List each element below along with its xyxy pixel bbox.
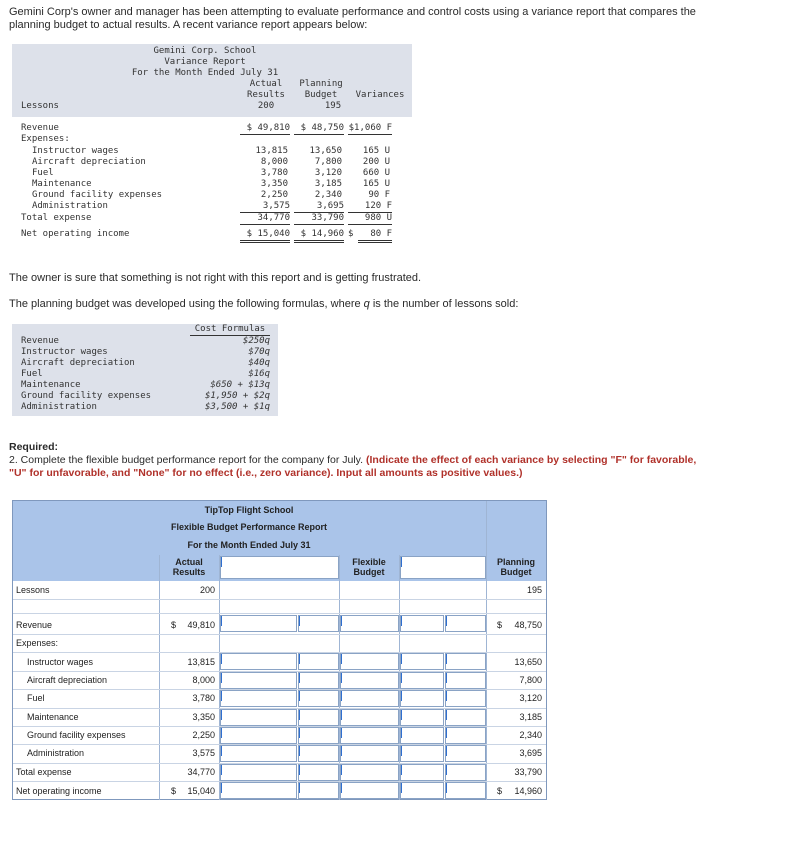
revenue-input-3[interactable] bbox=[340, 615, 399, 632]
revenue-row-actual-sign: $ bbox=[171, 620, 177, 630]
net-income-input[interactable] bbox=[298, 782, 339, 799]
expense-input[interactable] bbox=[400, 727, 444, 744]
total-expense-input[interactable] bbox=[445, 764, 486, 781]
formula-intro bbox=[9, 298, 518, 310]
grid-line bbox=[13, 634, 546, 635]
net-income-input[interactable] bbox=[445, 782, 486, 799]
expense-input[interactable] bbox=[340, 690, 399, 707]
expense-input[interactable] bbox=[400, 745, 444, 762]
formula-value: $3,500 + $1q bbox=[204, 402, 270, 412]
col-variances: Variances bbox=[355, 90, 405, 100]
header-select-2[interactable] bbox=[400, 556, 486, 579]
item-planning: 13,650 bbox=[309, 146, 342, 156]
expense-input[interactable] bbox=[445, 709, 486, 726]
net-income-label: Net operating income bbox=[21, 229, 130, 239]
col-actual-results bbox=[159, 557, 219, 577]
item-label: Aircraft depreciation bbox=[32, 157, 146, 167]
formula-label: Fuel bbox=[21, 369, 43, 379]
formula-label: Administration bbox=[21, 402, 97, 412]
owner-note: The owner is sure that something is not right with this report and is getting frustrated. bbox=[9, 272, 422, 284]
expense-row-planning: 3,120 bbox=[519, 693, 542, 703]
required-block bbox=[9, 441, 709, 480]
expense-input[interactable] bbox=[298, 653, 339, 670]
revenue-actual: $ 49,810 bbox=[240, 123, 290, 135]
expense-row-planning: 3,185 bbox=[519, 712, 542, 722]
net-income-variance-sign: $ bbox=[348, 229, 354, 239]
expense-input[interactable] bbox=[445, 727, 486, 744]
net-income-input[interactable] bbox=[400, 782, 444, 799]
item-actual: 3,575 bbox=[240, 201, 290, 213]
total-expense-row-label: Total expense bbox=[16, 767, 72, 777]
formula-label: Instructor wages bbox=[21, 347, 108, 357]
col-flexible-budget-1: Flexible bbox=[352, 557, 386, 567]
net-income-planning: $ 14,960 bbox=[294, 229, 344, 243]
expense-input[interactable] bbox=[298, 672, 339, 689]
item-label: Instructor wages bbox=[32, 146, 119, 156]
expense-input[interactable] bbox=[298, 727, 339, 744]
formula-value: $650 + $13q bbox=[210, 380, 270, 390]
col-planning-1: Planning bbox=[299, 79, 343, 89]
formula-label: Revenue bbox=[21, 336, 59, 346]
required-instruction: (Indicate the effect of each variance by selecting "F" for favorable, "U" for unfavorable, and "None" for no effect (i.e., zero variance). Input all amounts as positive values.) bbox=[9, 454, 697, 479]
item-planning: 3,695 bbox=[294, 201, 344, 213]
expense-input[interactable] bbox=[220, 745, 297, 762]
expense-row-actual: 3,575 bbox=[192, 748, 215, 758]
expense-input[interactable] bbox=[340, 745, 399, 762]
net-income-actual: $ 15,040 bbox=[240, 229, 290, 243]
expense-input[interactable] bbox=[298, 745, 339, 762]
col-actual-results-1: Actual bbox=[175, 557, 203, 567]
revenue-row-actual: 49,810 bbox=[187, 620, 215, 630]
expenses-row-label: Expenses: bbox=[16, 638, 59, 648]
formula-value: $250q bbox=[242, 336, 270, 346]
col-flexible-budget-2: Budget bbox=[353, 567, 385, 577]
item-variance: 90 F bbox=[368, 190, 390, 200]
item-variance: 200 U bbox=[362, 157, 390, 167]
formula-intro-b: is the number of lessons sold: bbox=[369, 298, 519, 310]
expense-row-planning: 13,650 bbox=[514, 657, 542, 667]
revenue-row-label: Revenue bbox=[16, 620, 53, 630]
required-text bbox=[9, 454, 709, 480]
net-income-row-planning: 14,960 bbox=[514, 786, 542, 796]
expense-row-planning: 7,800 bbox=[519, 675, 542, 685]
expense-input[interactable] bbox=[400, 672, 444, 689]
report-period: For the Month Ended July 31 bbox=[187, 540, 311, 550]
expense-input[interactable] bbox=[220, 672, 297, 689]
revenue-input-5[interactable] bbox=[445, 615, 486, 632]
item-variance: 165 U bbox=[362, 146, 390, 156]
revenue-planning: $ 48,750 bbox=[294, 123, 344, 135]
expense-input[interactable] bbox=[220, 709, 297, 726]
col-actual-1: Actual bbox=[249, 79, 283, 89]
expense-row-actual: 3,350 bbox=[192, 712, 215, 722]
expense-input[interactable] bbox=[400, 653, 444, 670]
item-variance: 165 U bbox=[362, 179, 390, 189]
formula-value: $70q bbox=[248, 347, 270, 357]
formula-label: Ground facility expenses bbox=[21, 391, 152, 401]
expense-row-actual: 3,780 bbox=[192, 693, 215, 703]
expense-input[interactable] bbox=[220, 727, 297, 744]
item-planning: 7,800 bbox=[314, 157, 342, 167]
item-variance: 660 U bbox=[362, 168, 390, 178]
net-income-input[interactable] bbox=[340, 782, 399, 799]
expense-row-label: Ground facility expenses bbox=[27, 730, 126, 740]
expense-input[interactable] bbox=[340, 709, 399, 726]
variance-subtitle: Variance Report bbox=[164, 57, 246, 67]
expense-row-label: Aircraft depreciation bbox=[27, 675, 108, 685]
expense-input[interactable] bbox=[400, 709, 444, 726]
expense-row-planning: 3,695 bbox=[519, 748, 542, 758]
item-actual: 2,250 bbox=[260, 190, 288, 200]
report-company-title: TipTop Flight School bbox=[204, 505, 294, 515]
expense-input[interactable] bbox=[298, 709, 339, 726]
revenue-input-2[interactable] bbox=[298, 615, 339, 632]
revenue-variance: $1,060 F bbox=[348, 123, 392, 133]
col-flexible-budget bbox=[339, 557, 399, 577]
expense-input[interactable] bbox=[298, 690, 339, 707]
grid-line bbox=[13, 613, 546, 614]
expense-input[interactable] bbox=[400, 690, 444, 707]
lessons-actual: 200 bbox=[257, 101, 275, 111]
revenue-label: Revenue bbox=[21, 123, 59, 133]
expense-input[interactable] bbox=[445, 690, 486, 707]
item-actual: 3,780 bbox=[260, 168, 288, 178]
col-actual-2: Results bbox=[247, 90, 285, 100]
item-planning: 3,185 bbox=[314, 179, 342, 189]
lessons-row-planning: 195 bbox=[526, 585, 542, 595]
total-expense-actual: 34,770 bbox=[240, 213, 290, 225]
total-expense-input[interactable] bbox=[340, 764, 399, 781]
expense-row-actual: 8,000 bbox=[192, 675, 215, 685]
expense-input[interactable] bbox=[445, 672, 486, 689]
item-actual: 8,000 bbox=[260, 157, 288, 167]
total-expense-variance: 980 U bbox=[348, 213, 392, 225]
expense-row-label: Maintenance bbox=[27, 712, 79, 722]
lessons-planning: 195 bbox=[324, 101, 342, 111]
expense-input[interactable] bbox=[220, 690, 297, 707]
total-expense-row-actual: 34,770 bbox=[187, 767, 215, 777]
total-expense-planning: 33,790 bbox=[294, 213, 344, 225]
formula-intro-q: q bbox=[363, 298, 370, 310]
intro-text: Gemini Corp's owner and manager has been attempting to evaluate performance and control costs using a variance report that compares the planning budget to actual results. A recent variance report appears below: bbox=[9, 6, 696, 31]
item-label: Maintenance bbox=[32, 179, 92, 189]
required-heading: Required: bbox=[9, 441, 59, 453]
net-income-row-actual-sign: $ bbox=[171, 786, 177, 796]
item-actual: 3,350 bbox=[260, 179, 288, 189]
expense-row-label: Administration bbox=[27, 748, 85, 758]
revenue-row-planning-sign: $ bbox=[497, 620, 503, 630]
total-expense-input[interactable] bbox=[400, 764, 444, 781]
item-planning: 2,340 bbox=[314, 190, 342, 200]
net-income-row-actual: 15,040 bbox=[187, 786, 215, 796]
expense-input[interactable] bbox=[340, 653, 399, 670]
col-planning-budget-1: Planning bbox=[497, 557, 535, 567]
lessons-row-actual: 200 bbox=[199, 585, 215, 595]
net-income-input[interactable] bbox=[220, 782, 297, 799]
variance-title: Gemini Corp. School bbox=[153, 46, 257, 56]
col-planning-budget bbox=[486, 557, 546, 577]
formula-intro-a: The planning budget was developed using the following formulas, where bbox=[9, 298, 364, 310]
item-label: Fuel bbox=[32, 168, 54, 178]
total-expense-input[interactable] bbox=[298, 764, 339, 781]
expense-input[interactable] bbox=[445, 653, 486, 670]
net-income-variance: 80 F bbox=[358, 229, 392, 243]
expense-input[interactable] bbox=[220, 653, 297, 670]
total-expense-input[interactable] bbox=[220, 764, 297, 781]
header-select-1[interactable] bbox=[220, 556, 339, 579]
expense-input[interactable] bbox=[340, 727, 399, 744]
formula-label: Aircraft depreciation bbox=[21, 358, 135, 368]
expense-row-label: Fuel bbox=[27, 693, 45, 703]
cost-formulas-header: Cost Formulas bbox=[190, 324, 270, 336]
revenue-input-4[interactable] bbox=[400, 615, 444, 632]
total-expense-label: Total expense bbox=[21, 213, 92, 223]
lessons-row-label: Lessons bbox=[16, 585, 50, 595]
lessons-label: Lessons bbox=[21, 101, 59, 111]
variance-period: For the Month Ended July 31 bbox=[131, 68, 279, 78]
formula-label: Maintenance bbox=[21, 380, 81, 390]
item-label: Ground facility expenses bbox=[32, 190, 163, 200]
expense-row-actual: 2,250 bbox=[192, 730, 215, 740]
item-variance: 120 F bbox=[348, 201, 392, 213]
revenue-row-planning: 48,750 bbox=[514, 620, 542, 630]
expenses-label: Expenses: bbox=[21, 134, 70, 144]
col-planning-budget-2: Budget bbox=[500, 567, 532, 577]
report-title: Flexible Budget Performance Report bbox=[170, 522, 328, 532]
net-income-row-planning-sign: $ bbox=[497, 786, 503, 796]
item-planning: 3,120 bbox=[314, 168, 342, 178]
item-label: Administration bbox=[32, 201, 108, 211]
required-task: 2. Complete the flexible budget performance report for the company for July. bbox=[9, 454, 366, 466]
revenue-input-1[interactable] bbox=[220, 615, 297, 632]
formula-value: $16q bbox=[248, 369, 270, 379]
expense-row-actual: 13,815 bbox=[187, 657, 215, 667]
item-actual: 13,815 bbox=[255, 146, 288, 156]
formula-value: $40q bbox=[248, 358, 270, 368]
expense-row-planning: 2,340 bbox=[519, 730, 542, 740]
performance-report-table bbox=[12, 500, 547, 800]
col-actual-results-2: Results bbox=[172, 567, 206, 577]
formula-value: $1,950 + $2q bbox=[204, 391, 270, 401]
grid-line bbox=[13, 599, 546, 600]
expense-input[interactable] bbox=[445, 745, 486, 762]
expense-input[interactable] bbox=[340, 672, 399, 689]
col-planning-2: Budget bbox=[304, 90, 338, 100]
net-income-row-label: Net operating income bbox=[16, 786, 102, 796]
expense-row-label: Instructor wages bbox=[27, 657, 94, 667]
total-expense-row-planning: 33,790 bbox=[514, 767, 542, 777]
